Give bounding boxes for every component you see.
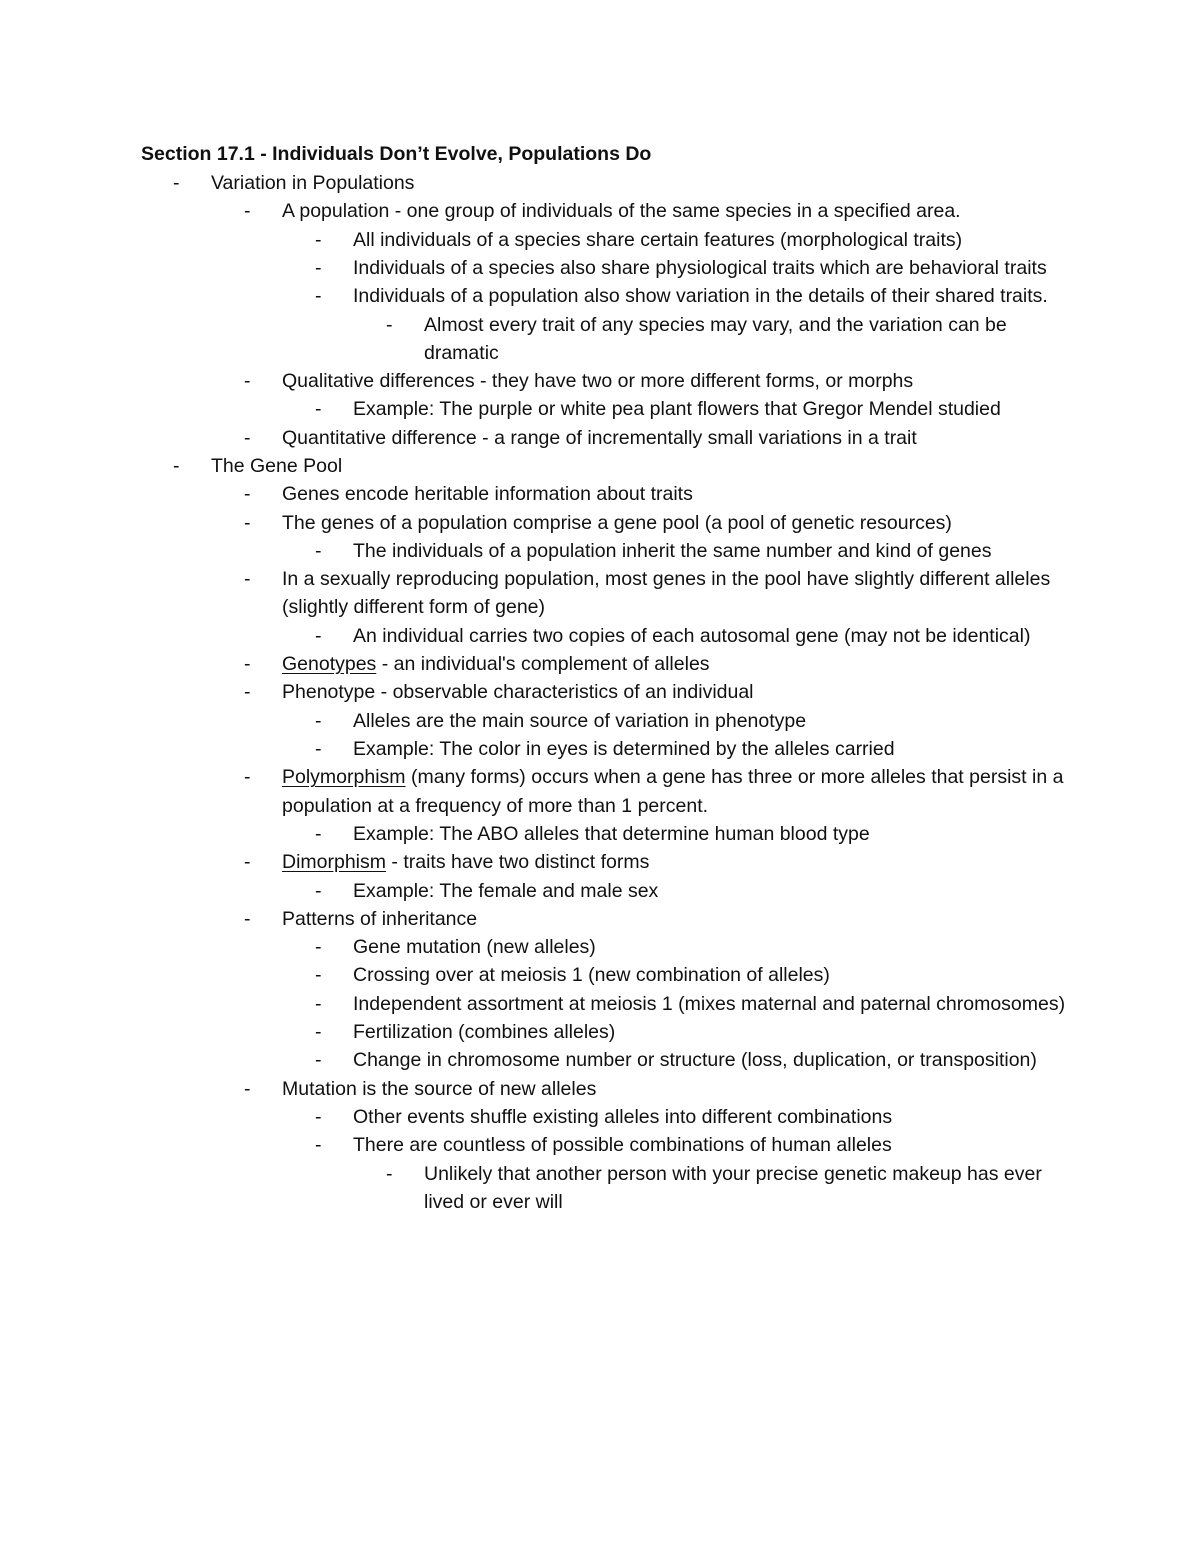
list-item xyxy=(244,424,1070,452)
bullet-dash: - xyxy=(315,1134,322,1157)
list-item xyxy=(244,197,1070,225)
bullet-dash: - xyxy=(315,738,322,760)
bullet-dash: - xyxy=(315,285,322,308)
list-item-text: All individuals of a species share certain features (morphological traits) xyxy=(353,228,963,251)
section-title: Section 17.1 - Individuals Don’t Evolve, Populations Do xyxy=(141,143,652,165)
list-item-text: Other events shuffle existing alleles into different combinations xyxy=(353,1105,893,1128)
list-item-text: In a sexually reproducing population, most genes in the pool have slightly different alleles (slightly different form of gene) xyxy=(282,568,1051,619)
list-item-text: Gene mutation (new alleles) xyxy=(353,936,596,959)
bullet-dash: - xyxy=(244,851,251,874)
list-item xyxy=(315,961,1070,989)
underlined-term: Polymorphism xyxy=(282,766,406,789)
list-item xyxy=(315,1018,1070,1046)
bullet-dash: - xyxy=(244,766,251,789)
list-item-text: An individual carries two copies of each autosomal gene (may not be identical) xyxy=(353,624,1031,647)
underlined-term: Dimorphism xyxy=(282,851,387,874)
list-item xyxy=(315,537,1070,565)
list-item-text: There are countless of possible combinations of human alleles xyxy=(353,1134,892,1157)
bullet-dash: - xyxy=(315,964,322,987)
list-item xyxy=(244,509,1070,537)
bullet-dash: - xyxy=(315,1049,322,1072)
list-item-text: Mutation is the source of new alleles xyxy=(282,1077,597,1100)
list-item-text: Example: The female and male sex xyxy=(353,879,659,902)
list-item xyxy=(315,1046,1070,1074)
list-item-text: Quantitative difference - a range of incrementally small variations in a trait xyxy=(282,426,917,449)
bullet-dash: - xyxy=(315,624,322,647)
bullet-dash: - xyxy=(386,313,393,336)
list-item xyxy=(244,678,1070,706)
list-item-text: Example: The purple or white pea plant flowers that Gregor Mendel studied xyxy=(353,398,1001,421)
list-item-text: Crossing over at meiosis 1 (new combination of alleles) xyxy=(353,964,830,987)
term-definition: - an individual's complement of alleles xyxy=(376,653,710,676)
list-item xyxy=(173,452,1070,480)
bullet-dash: - xyxy=(315,256,322,279)
bullet-dash: - xyxy=(315,992,322,1015)
bullet-dash: - xyxy=(315,1105,322,1128)
term-definition: (many forms) occurs when a gene has three or more alleles that persist in a population at a frequency of more than 1 percent. xyxy=(282,766,1064,817)
bullet-dash: - xyxy=(244,370,251,393)
bullet-dash: - xyxy=(315,879,322,902)
bullet-dash: - xyxy=(244,653,251,676)
list-item xyxy=(315,877,1070,905)
list-item xyxy=(315,990,1070,1018)
bullet-dash: - xyxy=(244,568,251,591)
list-item-text: A population - one group of individuals of the same species in a specified area. xyxy=(282,200,961,223)
bullet-dash: - xyxy=(315,539,322,562)
bullet-dash: - xyxy=(315,822,322,845)
list-item-text: Individuals of a population also show variation in the details of their shared traits. xyxy=(353,285,1048,308)
list-item xyxy=(315,820,1070,848)
list-item xyxy=(173,169,1070,197)
list-item-text xyxy=(282,650,1070,678)
list-item xyxy=(315,1103,1070,1131)
list-item-text: Independent assortment at meiosis 1 (mixes maternal and paternal chromosomes) xyxy=(353,992,1066,1015)
list-item xyxy=(244,650,1070,678)
list-item-text: Almost every trait of any species may vary, and the variation can be dramatic xyxy=(424,313,1007,364)
bullet-dash: - xyxy=(386,1162,393,1185)
list-item-text: Variation in Populations xyxy=(211,172,415,194)
bullet-dash: - xyxy=(173,455,180,477)
list-item-text: Patterns of inheritance xyxy=(282,907,478,930)
list-item-text: Alleles are the main source of variation in phenotype xyxy=(353,709,807,732)
list-item-text: Example: The color in eyes is determined by the alleles carried xyxy=(353,738,895,760)
list-item xyxy=(315,933,1070,961)
underlined-term: Genotypes xyxy=(282,653,377,676)
list-item xyxy=(315,735,1070,763)
list-item-text: The genes of a population comprise a gene pool (a pool of genetic resources) xyxy=(282,511,952,534)
bullet-dash: - xyxy=(244,681,251,704)
list-item xyxy=(315,707,1070,735)
list-item xyxy=(315,254,1070,282)
bullet-dash: - xyxy=(244,483,251,506)
list-item-text: The individuals of a population inherit the same number and kind of genes xyxy=(353,539,992,562)
list-item xyxy=(315,1131,1070,1159)
bullet-dash: - xyxy=(315,398,322,421)
list-item xyxy=(315,226,1070,254)
list-item xyxy=(244,367,1070,395)
list-item-text: Phenotype - observable characteristics of an individual xyxy=(282,681,754,704)
list-item-text: Example: The ABO alleles that determine human blood type xyxy=(353,822,870,845)
term-definition: - traits have two distinct forms xyxy=(386,851,650,874)
bullet-dash: - xyxy=(244,1077,251,1100)
list-item-text: Fertilization (combines alleles) xyxy=(353,1021,616,1043)
list-item xyxy=(315,282,1070,310)
list-item-text: Qualitative differences - they have two or more different forms, or morphs xyxy=(282,370,914,393)
list-item xyxy=(244,848,1070,876)
list-item-text: The Gene Pool xyxy=(211,455,343,477)
list-item-text: Change in chromosome number or structure (loss, duplication, or transposition) xyxy=(353,1049,1037,1072)
list-item xyxy=(386,1160,1070,1217)
list-item xyxy=(315,395,1070,423)
list-item xyxy=(244,565,1070,622)
list-item-text xyxy=(282,848,1070,876)
list-item xyxy=(244,905,1070,933)
bullet-dash: - xyxy=(315,228,322,251)
list-item-text xyxy=(282,763,1070,820)
list-item xyxy=(386,311,1070,368)
list-item xyxy=(244,763,1070,820)
bullet-dash: - xyxy=(244,511,251,534)
bullet-dash: - xyxy=(244,907,251,930)
list-item-text: Genes encode heritable information about traits xyxy=(282,483,693,506)
bullet-dash: - xyxy=(315,936,322,959)
list-item xyxy=(244,1075,1070,1103)
bullet-dash: - xyxy=(173,172,180,194)
list-item xyxy=(315,622,1070,650)
bullet-dash: - xyxy=(315,709,322,732)
list-item xyxy=(244,480,1070,508)
bullet-dash: - xyxy=(315,1021,322,1043)
list-item-text: Individuals of a species also share physiological traits which are behavioral traits xyxy=(353,256,1047,279)
bullet-dash: - xyxy=(244,426,251,449)
bullet-dash: - xyxy=(244,200,251,223)
list-item-text: Unlikely that another person with your precise genetic makeup has ever lived or ever will xyxy=(424,1162,1042,1213)
